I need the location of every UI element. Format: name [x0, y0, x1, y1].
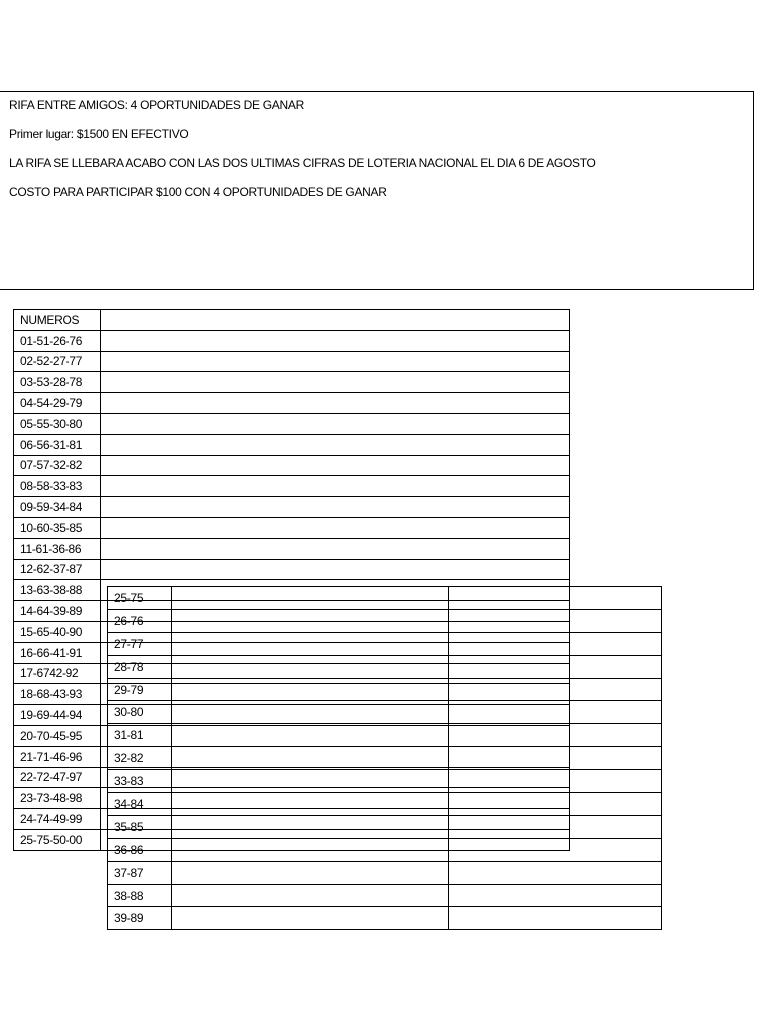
name-cell — [101, 372, 570, 393]
table-row — [108, 747, 662, 770]
table-row — [108, 770, 662, 793]
name-cell — [172, 815, 449, 838]
number-cell: 25-75-50-00 — [14, 829, 101, 850]
number-cell: 37-87 — [108, 861, 172, 884]
number-cell: 03-53-28-78 — [14, 372, 101, 393]
table-row — [14, 476, 570, 497]
extra-cell — [449, 701, 662, 724]
number-cell: 32-82 — [108, 747, 172, 770]
table-header-row — [14, 310, 570, 331]
table-row — [14, 330, 570, 351]
table-row — [108, 884, 662, 907]
number-cell: 30-80 — [108, 701, 172, 724]
name-cell — [101, 559, 570, 580]
draw-info-text: LA RIFA SE LLEBARA ACABO CON LAS DOS ULTIMAS CIFRAS DE LOTERIA NACIONAL EL DIA 6 DE AGOSTO — [9, 156, 596, 170]
name-cell — [172, 587, 449, 610]
name-cell — [172, 724, 449, 747]
extra-cell — [449, 655, 662, 678]
first-prize-text: Primer lugar: $1500 EN EFECTIVO — [9, 127, 189, 141]
number-cell: 17-6742-92 — [14, 663, 101, 684]
name-cell — [172, 907, 449, 930]
number-cell: 10-60-35-85 — [14, 517, 101, 538]
number-cell: 36-86 — [108, 838, 172, 861]
number-cell: 29-79 — [108, 678, 172, 701]
number-cell: 24-74-49-99 — [14, 809, 101, 830]
number-cell: 27-77 — [108, 632, 172, 655]
table-row — [14, 497, 570, 518]
name-cell — [101, 434, 570, 455]
name-cell — [172, 655, 449, 678]
extra-cell — [449, 678, 662, 701]
name-cell — [101, 517, 570, 538]
name-cell — [172, 632, 449, 655]
number-cell: 35-85 — [108, 815, 172, 838]
table-row — [14, 517, 570, 538]
table-row — [108, 907, 662, 930]
number-cell: 20-70-45-95 — [14, 725, 101, 746]
extra-cell — [449, 793, 662, 816]
number-cell: 02-52-27-77 — [14, 351, 101, 372]
number-cell: 39-89 — [108, 907, 172, 930]
table-row — [14, 559, 570, 580]
extra-cell — [449, 884, 662, 907]
number-cell: 21-71-46-96 — [14, 746, 101, 767]
name-cell — [101, 497, 570, 518]
table-row — [108, 838, 662, 861]
extra-cell — [449, 838, 662, 861]
name-cell — [101, 455, 570, 476]
number-cell: 28-78 — [108, 655, 172, 678]
number-cell: 06-56-31-81 — [14, 434, 101, 455]
table-row — [14, 413, 570, 434]
table-row — [108, 609, 662, 632]
name-cell — [101, 351, 570, 372]
number-cell: 33-83 — [108, 770, 172, 793]
number-cell: 19-69-44-94 — [14, 705, 101, 726]
table-row — [108, 678, 662, 701]
number-cell: 01-51-26-76 — [14, 330, 101, 351]
table-row — [14, 351, 570, 372]
name-cell — [172, 609, 449, 632]
table-row — [14, 393, 570, 414]
cost-text: COSTO PARA PARTICIPAR $100 CON 4 OPORTUNIDADES DE GANAR — [9, 185, 387, 199]
name-cell — [101, 393, 570, 414]
extra-cell — [449, 770, 662, 793]
extra-cell — [449, 815, 662, 838]
number-cell: 12-62-37-87 — [14, 559, 101, 580]
table-row — [14, 372, 570, 393]
table-row — [108, 655, 662, 678]
numbers-header: NUMEROS — [14, 310, 101, 331]
table-row — [108, 632, 662, 655]
table-row — [14, 455, 570, 476]
name-cell — [172, 793, 449, 816]
number-cell: 04-54-29-79 — [14, 393, 101, 414]
table-row — [108, 724, 662, 747]
number-cell: 26-76 — [108, 609, 172, 632]
name-cell — [101, 310, 570, 331]
overlay-numbers-table — [107, 586, 662, 930]
name-cell — [172, 678, 449, 701]
number-cell: 07-57-32-82 — [14, 455, 101, 476]
number-cell: 05-55-30-80 — [14, 413, 101, 434]
extra-cell — [449, 861, 662, 884]
number-cell: 13-63-38-88 — [14, 580, 101, 601]
name-cell — [101, 330, 570, 351]
extra-cell — [449, 609, 662, 632]
number-cell: 22-72-47-97 — [14, 767, 101, 788]
raffle-info-box — [0, 91, 754, 290]
name-cell — [172, 747, 449, 770]
extra-cell — [449, 747, 662, 770]
extra-cell — [449, 724, 662, 747]
number-cell: 31-81 — [108, 724, 172, 747]
number-cell: 11-61-36-86 — [14, 538, 101, 559]
table-row — [108, 701, 662, 724]
number-cell: 15-65-40-90 — [14, 621, 101, 642]
extra-cell — [449, 587, 662, 610]
name-cell — [172, 884, 449, 907]
name-cell — [172, 770, 449, 793]
extra-cell — [449, 907, 662, 930]
table-row — [14, 434, 570, 455]
number-cell: 34-84 — [108, 793, 172, 816]
number-cell: 08-58-33-83 — [14, 476, 101, 497]
raffle-title: RIFA ENTRE AMIGOS: 4 OPORTUNIDADES DE GANAR — [9, 98, 304, 112]
number-cell: 38-88 — [108, 884, 172, 907]
name-cell — [172, 861, 449, 884]
table-row — [108, 793, 662, 816]
table-row — [14, 538, 570, 559]
table-row — [108, 861, 662, 884]
name-cell — [101, 476, 570, 497]
number-cell: 18-68-43-93 — [14, 684, 101, 705]
name-cell — [101, 538, 570, 559]
table-row — [108, 815, 662, 838]
number-cell: 09-59-34-84 — [14, 497, 101, 518]
table-row — [108, 587, 662, 610]
name-cell — [172, 838, 449, 861]
number-cell: 25-75 — [108, 587, 172, 610]
name-cell — [172, 701, 449, 724]
number-cell: 14-64-39-89 — [14, 601, 101, 622]
name-cell — [101, 413, 570, 434]
number-cell: 16-66-41-91 — [14, 642, 101, 663]
number-cell: 23-73-48-98 — [14, 788, 101, 809]
extra-cell — [449, 632, 662, 655]
